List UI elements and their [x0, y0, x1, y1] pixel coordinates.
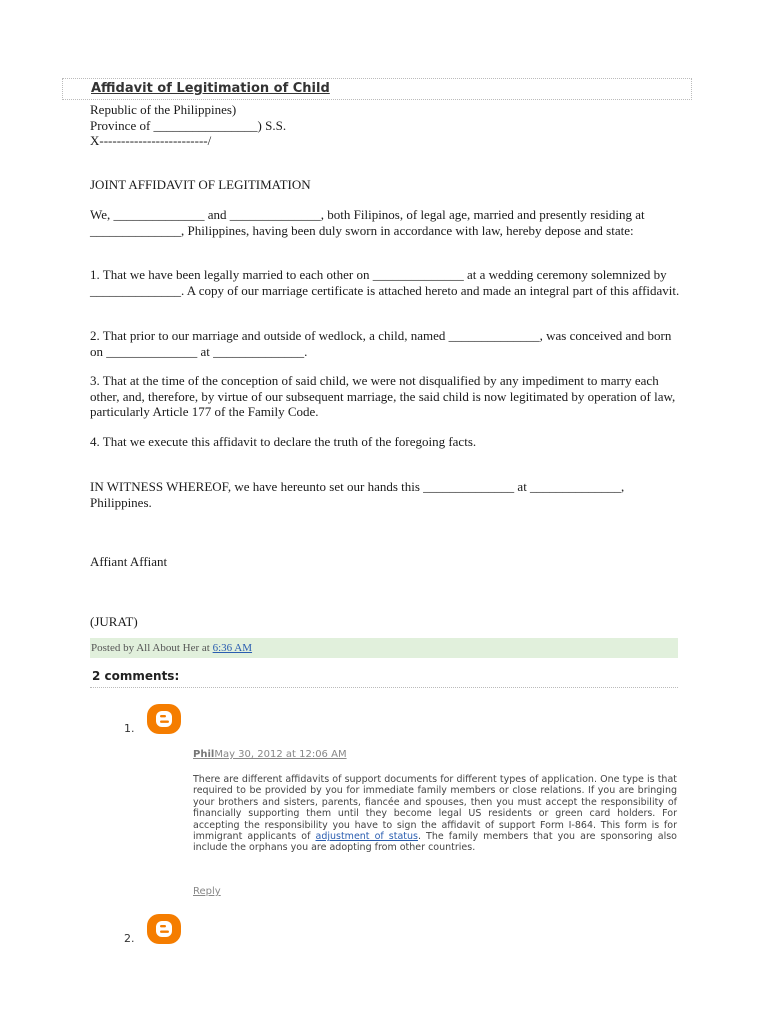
jurat-line: (JURAT) [90, 614, 138, 629]
comment-number: 2. [124, 932, 135, 945]
comment-date-link[interactable]: May 30, 2012 at 12:06 AM [214, 749, 347, 760]
post-title-box [62, 78, 692, 100]
document-heading: JOINT AFFIDAVIT OF LEGITIMATION [90, 177, 311, 192]
blogger-logo-icon[interactable] [147, 704, 181, 734]
paragraph-4: 4. That we execute this affidavit to declare the truth of the foregoing facts. [90, 434, 477, 449]
comment-number: 1. [124, 722, 135, 735]
paragraph-3: 3. That at the time of the conception of said child, we were not disqualified by any impediment to marry each other, and, therefore, by virtue of our subsequent marriage, the said child is now legitimated by operation of law, particularly Article 177 of the Family Code. [90, 373, 676, 419]
affiants-line: Affiant Affiant [90, 554, 168, 569]
adjustment-of-status-link[interactable]: adjustment of status [315, 831, 418, 843]
comment-text-end: . The family members that you are sponsoring also include the orphans you are adopting from other countries. [193, 831, 677, 854]
paragraph-1: 1. That we have been legally married to each other on ______________ at a wedding ceremony solemnized by ______________. A copy of our marriage certificate is attached hereto and made an integral part of this affidavit. [90, 267, 680, 298]
caption-line-x: X-------------------------/ [90, 133, 212, 148]
comments-heading: 2 comments: [92, 669, 180, 683]
caption-block [90, 102, 680, 149]
caption-line-republic: Republic of the Philippines) [90, 102, 237, 117]
post-title[interactable]: Affidavit of Legitimation of Child [91, 81, 330, 96]
comment-text: There are different affidavits of support documents for different types of application. One type is that required to be provided by you for immediate family members or close relations. If you are bringing your brothers and sisters, parents, fiancée and spouses, then you must accept the responsibility of financially supporting them until they become legal US residents or green card holders. For accepting the responsibility you have to sign the affidavit of support Form I-864. This form is for immigrant applicants of [193, 774, 677, 843]
comment-body [193, 774, 677, 854]
reply-link[interactable]: Reply [193, 886, 221, 897]
comments-divider [90, 687, 678, 688]
post-footer [90, 638, 678, 658]
witness-paragraph: IN WITNESS WHEREOF, we have hereunto set our hands this ______________ at ______________, Philippines. [90, 479, 625, 510]
posted-by-text: Posted by All About Her at [91, 642, 213, 654]
intro-paragraph: We, ______________ and ______________, both Filipinos, of legal age, married and presently residing at ______________, Philippines, having been duly sworn in accordance with law, hereby depose and state: [90, 207, 645, 238]
caption-line-province: Province of ________________) S.S. [90, 117, 287, 133]
post-timestamp-link[interactable]: 6:36 AM [212, 642, 253, 654]
comment-author-link[interactable]: Phil [193, 749, 215, 760]
paragraph-2: 2. That prior to our marriage and outside of wedlock, a child, named ______________, was conceived and born on ______________ at ______________. [90, 328, 672, 359]
blogger-logo-icon[interactable] [147, 914, 181, 944]
comment-meta[interactable] [193, 749, 347, 760]
